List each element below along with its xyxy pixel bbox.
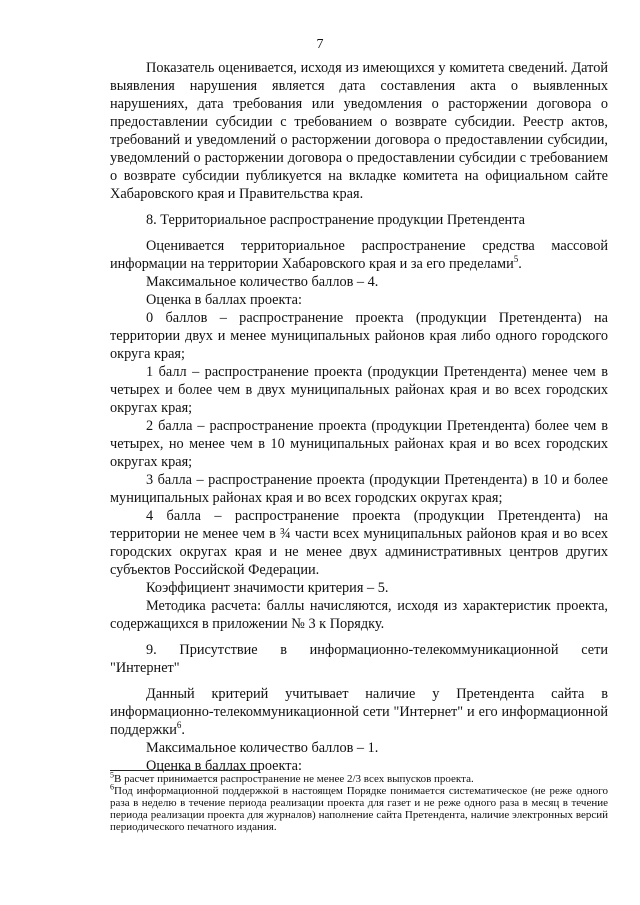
section-heading-8: 8. Территориальное распространение продукции Претендента	[146, 212, 525, 228]
document-body	[110, 59, 608, 775]
paragraph-scoring-heading-2: Оценка в баллах проекта:	[146, 758, 302, 774]
paragraph-territorial-distribution: Оценивается территориальное распространение средства массовой информации на территории Хабаровского края и за его пределами$^5$.	[110, 238, 608, 272]
footnote-ref-5: 5	[513, 254, 519, 265]
paragraph-score-3: 3 балла – распространение проекта (продукции Претендента) в 10 и более муниципальных районах края и во всех городских округах края;	[110, 472, 608, 506]
paragraph-text: Данный критерий учитывает наличие у Претендента сайта в информационно-телекоммуникационной сети "Интернет" и его информационной поддержки	[110, 686, 608, 738]
paragraph-indicator-evaluation: Показатель оценивается, исходя из имеющихся у комитета сведений. Датой выявления нарушения является дата составления акта о выявленных нарушениях, дата требования или уведомления о расторжении договора о предоставлении субсидии с требованием о возврате субсидии. Реестр актов, требований и уведомлений о расторжении договора о предоставлении субсидии, уведомлений о расторжении договора о предоставлении субсидии с требованием о возврате субсидии публикуется на вкладке комитета на официальном сайте Хабаровского края и Правительства края.	[110, 60, 608, 202]
footnote-6	[110, 782, 608, 833]
footnotes	[110, 770, 608, 833]
paragraph-score-0: 0 баллов – распространение проекта (продукции Претендента) на территории двух и менее муниципальных районов края либо одного городского округа края;	[110, 310, 608, 362]
footnote-mark: 6	[110, 782, 114, 792]
footnote-mark: 5	[110, 770, 114, 780]
section-heading-9-cont: "Интернет"	[110, 660, 180, 676]
footnote-ref-6: 6	[176, 720, 182, 731]
footnote-5	[110, 770, 608, 785]
paragraph-internet-criterion: Данный критерий учитывает наличие у Претендента сайта в информационно-телекоммуникационной сети "Интернет" и его информационной поддержки$^6$.	[110, 686, 608, 738]
section-heading-9: 9. Присутствие в информационно-телекоммуникационной сети	[146, 642, 608, 658]
paragraph-score-2: 2 балла – распространение проекта (продукции Претендента) более чем в четырех, но менее чем в 10 муниципальных районах края и во всех городских округах края;	[110, 418, 608, 470]
paragraph-max-points-1: Максимальное количество баллов – 1.	[146, 740, 379, 756]
paragraph-text: Оценивается территориальное распространение средства массовой информации на территории Хабаровского края и за его пределами	[110, 238, 608, 272]
paragraph-max-points-4: Максимальное количество баллов – 4.	[146, 274, 379, 290]
footnote-text: Под информационной поддержкой в настоящем Порядке понимается систематическое (не реже одного раза в неделю в течение периода реализации проекта для газет и не реже одного раза в месяц в течение периода реализации проекта для журналов) наполнение сайта Претендента, наличие электронных версий периодического печатного издания.	[110, 785, 608, 833]
paragraph-coefficient: Коэффициент значимости критерия – 5.	[146, 580, 389, 596]
paragraph-scoring-heading: Оценка в баллах проекта:	[146, 292, 302, 308]
footnote-divider	[110, 770, 260, 771]
paragraph-score-1: 1 балл – распространение проекта (продукции Претендента) менее чем в четырех и более чем в двух муниципальных районах края и во всех городских округах края;	[110, 364, 608, 416]
paragraph-method: Методика расчета: баллы начисляются, исходя из характеристик проекта, содержащихся в приложении № 3 к Порядку.	[110, 598, 608, 632]
page-number: 7	[316, 37, 324, 52]
footnote-text: В расчет принимается распространение не менее 2/3 всех выпусков проекта.	[114, 773, 474, 785]
paragraph-score-4: 4 балла – распространение проекта (продукции Претендента) на территории не менее чем в ¾ части всех муниципальных районов края и во всех городских округах края и не менее двух административных центров других субъектов Российской Федерации.	[110, 508, 608, 578]
